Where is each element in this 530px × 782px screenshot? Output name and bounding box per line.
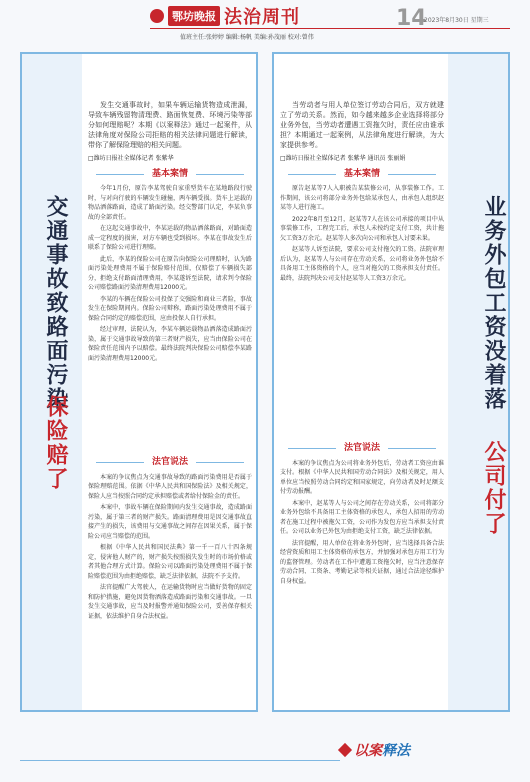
footer-rule xyxy=(20,760,340,761)
left-judge-p4: 法官提醒广大驾驶人，在运输货物时应当做好货物的固定和防护措施，避免因货物洒落造成路面污染和交通事故。一旦发生交通事故，应当及时报警并通知保险公司，妥善保存相关证据，依法维护自身合法权益。 xyxy=(88,584,252,620)
left-byline: □潍坊日报社全媒体记者 张紫华 xyxy=(88,155,174,162)
left-section-judge: 法官说法 xyxy=(88,458,252,468)
right-judge-p2: 本案中，赵某等人与公司之间存在劳动关系，公司将部分业务外包给不具备用工主体资格的承包人，承包人招用的劳动者在施工过程中被拖欠工资，公司作为发包方应当承担支付责任。公司以业务已外包为由拒绝支付工资，缺乏法律依据。 xyxy=(280,499,444,535)
right-case-p1: 原告赵某等7人入职被告某装修公司，从事装修工作。工作期间，该公司将部分业务外包给某承包人，由承包人组织赵某等人进行施工。 xyxy=(280,185,444,211)
right-section-case: 基本案情 xyxy=(280,170,444,180)
issue-date: 2023年8月30日 星期三 xyxy=(424,17,489,24)
left-case-p2: 在这起交通事故中，李某运载的物品洒落路面，对路面造成一定程度的损害，对方车辆也受到损坏。李某在事故发生后联系了保险公司进行理赔。 xyxy=(88,225,252,251)
editor-credits: 值班主任:张婷婷 编辑:杨帆 美编:孙茂丽 校对:曾伟 xyxy=(180,34,314,41)
right-judge-p1: 本案的争议焦点为公司将业务外包后，劳动者工资应由谁支付。根据《中华人民共和国劳动合同法》及相关规定，用人单位应当按照劳动合同约定和国家规定，向劳动者及时足额支付劳动报酬。 xyxy=(280,459,444,495)
right-headline-highlight: 公司付了 xyxy=(481,440,506,536)
right-judge-body xyxy=(280,438,444,588)
paper-logo-icon xyxy=(150,9,164,23)
left-article-body xyxy=(88,100,252,365)
stamp-diamond-icon xyxy=(338,743,352,757)
left-headline: 交通事故致路面污染 xyxy=(43,195,68,411)
left-case-p5: 经过审理，法院认为，李某车辆运载物品洒落造成路面污染，属于交通事故导致的第三者财产损失，应当由保险公司在保险责任范围内予以赔偿。最终法院判决保险公司赔偿李某路面污染清理费用12000元。 xyxy=(88,326,252,362)
header-rule xyxy=(150,28,510,29)
left-case-p1: 今年1月份，原告李某驾驶自家重型货车在某地路段行驶时，与对向行驶的车辆发生碰撞，两车辆受损。货车上运载的物品洒落路面，造成了路面污染。经交警部门认定，李某负事故的全部责任。 xyxy=(88,185,252,221)
left-case-p4: 李某的车辆在保险公司投保了交强险和商业三者险，事故发生在保险期间内。保险公司辩称，路面污染处理费用不属于保险合同约定的赔偿范围，应由投保人自行承担。 xyxy=(88,295,252,322)
left-case-p3: 此后，李某的保险公司在原告向保险公司理赔时，认为路面污染处理费用不属于保险赔付范围，仅赔偿了车辆损失部分，拒绝支付路面清理费用，李某遂诉至法院，请求判令保险公司赔偿路面污染清理费用12000元。 xyxy=(88,255,252,291)
left-lead: 发生交通事故时，如果车辆运输货物造成泄漏，导致车辆残留物清理费、路面恢复费、环境污染等部分如何理赔呢？本期《以案释法》通过一起案件，从法律角度对保险公司拒赔的相关法律问题进行解读，带你了解保险理赔的相关问题。 xyxy=(88,101,252,149)
left-judge-body xyxy=(88,452,252,623)
right-section-judge: 法官说法 xyxy=(280,444,444,454)
right-article-body xyxy=(280,100,444,285)
left-judge-p1: 本案的争议焦点为交通事故导致的路面污染费用是否属于保险理赔范围。依据《中华人民共和国保险法》及相关规定，保险人应当按照合同约定承担赔偿或者给付保险金的责任。 xyxy=(88,473,252,500)
stamp-text-b: 释法 xyxy=(382,743,410,759)
right-case-p3: 赵某等人诉至法院，要求公司支付拖欠的工资。法院审理后认为，赵某等人与公司存在劳动关系，公司将业务外包给不具备用工主体资格的个人，应当对拖欠的工资承担支付责任。最终，法院判决公司支付赵某等人工资3万余元。 xyxy=(280,246,444,282)
stamp-text-a: 以案 xyxy=(354,743,382,759)
right-case-p2: 2022年8月至12月，赵某等7人在该公司承接的项目中从事装修工作，工程完工后，承包人未按约定支付工资，共计拖欠工资3万余元。赵某等人多次向公司和承包人讨要未果。 xyxy=(280,215,444,242)
left-headline-highlight: 保险赔了 xyxy=(43,395,68,491)
right-headline: 业务外包工资没着落 xyxy=(481,195,506,411)
page-number: 14 xyxy=(396,6,427,31)
paper-name: 鄂坊晚报 xyxy=(168,6,220,26)
right-byline: □潍坊日报社全媒体记者 张紫华 通讯员 张丽娟 xyxy=(280,155,406,162)
column-stamp xyxy=(340,740,410,760)
left-judge-p2: 本案中，事故车辆在保险期间内发生交通事故，造成路面污染，属于第三者的财产损失。路面清理费用是因交通事故直接产生的损失，该费用与交通事故之间存在因果关系，属于保险公司应当赔偿的范围。 xyxy=(88,504,252,540)
section-title: 法治周刊 xyxy=(224,7,300,28)
right-lead: 当劳动者与用人单位签订劳动合同后，双方就建立了劳动关系。然而，如今越来越多企业选择将部分业务外包，当劳动者遭遇工资拖欠时，责任应由谁承担？本期通过一起案例，从法律角度进行解读，为大家提供参考。 xyxy=(280,101,444,149)
left-section-case: 基本案情 xyxy=(88,170,252,180)
masthead xyxy=(150,5,300,27)
right-judge-p3: 法官提醒，用人单位在将业务外包时，应当选择具备合法经营资质和用工主体资格的承包方，并加强对承包方用工行为的监督管理。劳动者在工作中遭遇工资拖欠时，应当注意保存劳动合同、工资条、考勤记录等相关证据，通过合法途径维护自身权益。 xyxy=(280,539,444,585)
left-judge-p3: 根据《中华人民共和国民法典》第一千一百八十四条规定，侵害他人财产的，财产损失按照损失发生时的市场价格或者其他合理方式计算。保险公司以路面污染处理费用不属于保险赔偿范围为由拒绝赔偿，缺乏法律依据，法院不予支持。 xyxy=(88,544,252,580)
page-header xyxy=(0,0,530,40)
